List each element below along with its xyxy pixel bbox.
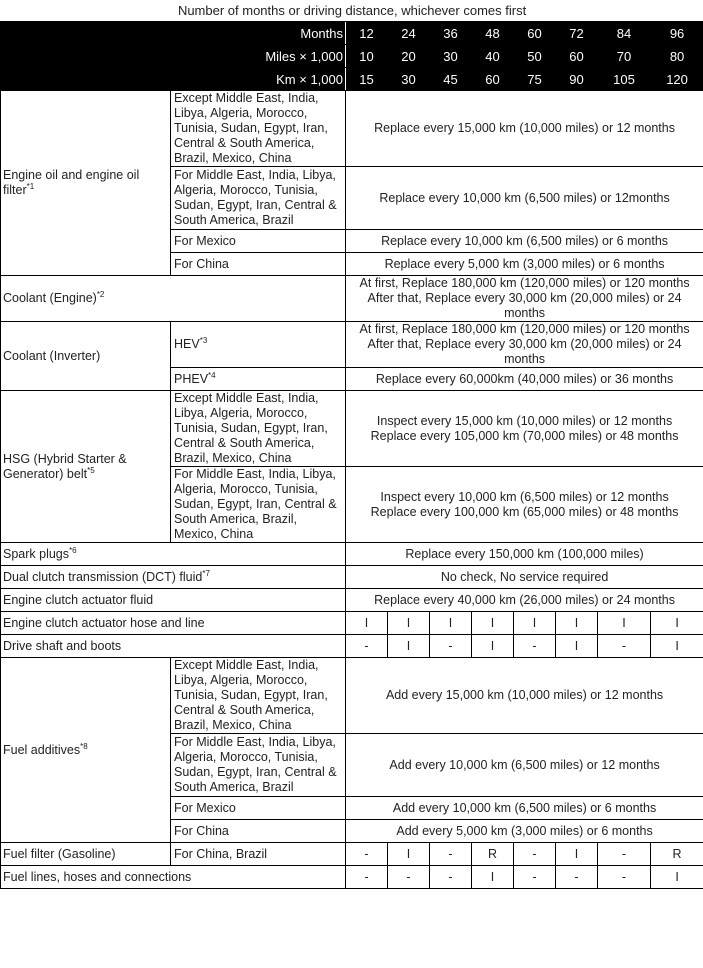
interval-mark: -: [514, 635, 556, 658]
interval-mark: -: [430, 635, 472, 658]
table-row: [1, 391, 703, 467]
month-value: 72: [556, 22, 598, 45]
condition-hev: HEV$^{*3}$: [171, 322, 346, 368]
km-value: 60: [472, 68, 514, 91]
interval-mark: I: [514, 612, 556, 635]
coolant-inverter-phev-action: Replace every 60,000km (40,000 miles) or 36 months: [346, 368, 703, 391]
condition-middle-east: For Middle East, India, Libya, Algeria, Morocco, Tunisia, Sudan, Egypt, Iran, Central & South America, Brazil: [171, 734, 346, 797]
interval-mark: -: [514, 843, 556, 866]
hsg-belt-label: HSG (Hybrid Starter & Generator) belt$^{*5}$: [1, 391, 171, 543]
interval-mark: I: [388, 635, 430, 658]
fuel-additives-action: Add every 5,000 km (3,000 miles) or 6 months: [346, 820, 703, 843]
table-row: [1, 589, 703, 612]
month-value: 48: [472, 22, 514, 45]
interval-mark: I: [598, 612, 651, 635]
condition-except: Except Middle East, India, Libya, Algeria, Morocco, Tunisia, Sudan, Egypt, Iran, Central & South America, Brazil, Mexico, China: [171, 391, 346, 467]
miles-value: 40: [472, 45, 514, 68]
miles-value: 70: [598, 45, 651, 68]
km-value: 105: [598, 68, 651, 91]
condition-except: Except Middle East, India, Libya, Algeria, Morocco, Tunisia, Sudan, Egypt, Iran, Central & South America, Brazil, Mexico, China: [171, 658, 346, 734]
interval-mark: -: [556, 866, 598, 889]
month-value: 84: [598, 22, 651, 45]
miles-value: 10: [346, 45, 388, 68]
miles-value: 20: [388, 45, 430, 68]
table-row: [1, 843, 703, 866]
clutch-fluid-label: Engine clutch actuator fluid: [1, 589, 346, 612]
interval-mark: I: [346, 612, 388, 635]
interval-mark: -: [346, 843, 388, 866]
miles-value: 30: [430, 45, 472, 68]
miles-value: 50: [514, 45, 556, 68]
engine-oil-label: Engine oil and engine oil filter$^{*1}$: [1, 91, 171, 276]
table-row: [1, 566, 703, 589]
miles-label: Miles × 1,000: [1, 45, 346, 68]
interval-mark: I: [651, 612, 703, 635]
interval-mark: R: [472, 843, 514, 866]
km-value: 45: [430, 68, 472, 91]
month-value: 60: [514, 22, 556, 45]
condition-middle-east: For Middle East, India, Libya, Algeria, Morocco, Tunisia, Sudan, Egypt, Iran, Central & South America, Brazil: [171, 167, 346, 230]
miles-value: 60: [556, 45, 598, 68]
month-value: 96: [651, 22, 703, 45]
interval-mark: I: [651, 866, 703, 889]
spark-plugs-action: Replace every 150,000 km (100,000 miles): [346, 543, 703, 566]
interval-mark: I: [556, 612, 598, 635]
km-value: 75: [514, 68, 556, 91]
clutch-fluid-action: Replace every 40,000 km (26,000 miles) or 24 months: [346, 589, 703, 612]
interval-mark: R: [651, 843, 703, 866]
table-row: [1, 322, 703, 368]
interval-mark: I: [472, 612, 514, 635]
fuel-filter-label: Fuel filter (Gasoline): [1, 843, 171, 866]
condition-phev: PHEV$^{*4}$: [171, 368, 346, 391]
interval-mark: -: [514, 866, 556, 889]
fuel-additives-action: Add every 15,000 km (10,000 miles) or 12 months: [346, 658, 703, 734]
interval-mark: -: [346, 635, 388, 658]
km-label: Km × 1,000: [1, 68, 346, 91]
km-value: 15: [346, 68, 388, 91]
fuel-additives-label: Fuel additives$^{*8}$: [1, 658, 171, 843]
hsg-belt-action: Inspect every 10,000 km (6,500 miles) or 12 months Replace every 100,000 km (65,000 miles) or 48 months: [346, 467, 703, 543]
header-miles-row: [1, 45, 703, 68]
months-label: Months: [1, 22, 346, 45]
condition-except: Except Middle East, India, Libya, Algeria, Morocco, Tunisia, Sudan, Egypt, Iran, Central & South America, Brazil, Mexico, China: [171, 91, 346, 167]
interval-mark: I: [472, 635, 514, 658]
interval-mark: I: [388, 612, 430, 635]
engine-oil-action: Replace every 15,000 km (10,000 miles) or 12 months: [346, 91, 703, 167]
table-row: [1, 612, 703, 635]
condition-mexico: For Mexico: [171, 230, 346, 253]
table-row: [1, 276, 703, 322]
interval-mark: -: [430, 866, 472, 889]
interval-mark: I: [556, 843, 598, 866]
interval-mark: -: [598, 866, 651, 889]
engine-oil-action: Replace every 10,000 km (6,500 miles) or 12months: [346, 167, 703, 230]
dct-fluid-label: Dual clutch transmission (DCT) fluid$^{*7}$: [1, 566, 346, 589]
interval-mark: -: [430, 843, 472, 866]
km-value: 120: [651, 68, 703, 91]
interval-mark: -: [346, 866, 388, 889]
fuel-additives-action: Add every 10,000 km (6,500 miles) or 12 months: [346, 734, 703, 797]
dct-fluid-action: No check, No service required: [346, 566, 703, 589]
miles-value: 80: [651, 45, 703, 68]
clutch-hose-label: Engine clutch actuator hose and line: [1, 612, 346, 635]
table-row: [1, 543, 703, 566]
interval-mark: I: [556, 635, 598, 658]
month-value: 24: [388, 22, 430, 45]
interval-mark: I: [651, 635, 703, 658]
interval-mark: I: [388, 843, 430, 866]
coolant-inverter-label: Coolant (Inverter): [1, 322, 171, 391]
table-row: [1, 635, 703, 658]
table-row: [1, 866, 703, 889]
hsg-belt-action: Inspect every 15,000 km (10,000 miles) or 12 months Replace every 105,000 km (70,000 miles) or 48 months: [346, 391, 703, 467]
table-title: Number of months or driving distance, whichever comes first: [1, 0, 703, 22]
month-value: 12: [346, 22, 388, 45]
condition-china: For China: [171, 253, 346, 276]
interval-mark: I: [430, 612, 472, 635]
spark-plugs-label: Spark plugs$^{*6}$: [1, 543, 346, 566]
coolant-engine-action: At first, Replace 180,000 km (120,000 miles) or 120 months After that, Replace every 30,000 km (20,000 miles) or 24 months: [346, 276, 703, 322]
interval-mark: -: [598, 843, 651, 866]
condition-middle-east-mexico-china: For Middle East, India, Libya, Algeria, Morocco, Tunisia, Sudan, Egypt, Iran, Central & South America, Brazil, Mexico, China: [171, 467, 346, 543]
coolant-engine-label: Coolant (Engine)$^{*2}$: [1, 276, 346, 322]
table-row: [1, 658, 703, 734]
interval-mark: I: [472, 866, 514, 889]
header-months-row: [1, 22, 703, 45]
fuel-lines-label: Fuel lines, hoses and connections: [1, 866, 346, 889]
condition-china: For China: [171, 820, 346, 843]
table-row: [1, 91, 703, 167]
coolant-inverter-action: At first, Replace 180,000 km (120,000 miles) or 120 months After that, Replace every 30,000 km (20,000 miles) or 24 months: [346, 322, 703, 368]
interval-mark: -: [598, 635, 651, 658]
km-value: 90: [556, 68, 598, 91]
engine-oil-action: Replace every 10,000 km (6,500 miles) or 6 months: [346, 230, 703, 253]
interval-mark: -: [388, 866, 430, 889]
fuel-additives-action: Add every 10,000 km (6,500 miles) or 6 months: [346, 797, 703, 820]
km-value: 30: [388, 68, 430, 91]
month-value: 36: [430, 22, 472, 45]
condition-mexico: For Mexico: [171, 797, 346, 820]
header-km-row: [1, 68, 703, 91]
condition-china-brazil: For China, Brazil: [171, 843, 346, 866]
engine-oil-action: Replace every 5,000 km (3,000 miles) or 6 months: [346, 253, 703, 276]
drive-shaft-label: Drive shaft and boots: [1, 635, 346, 658]
